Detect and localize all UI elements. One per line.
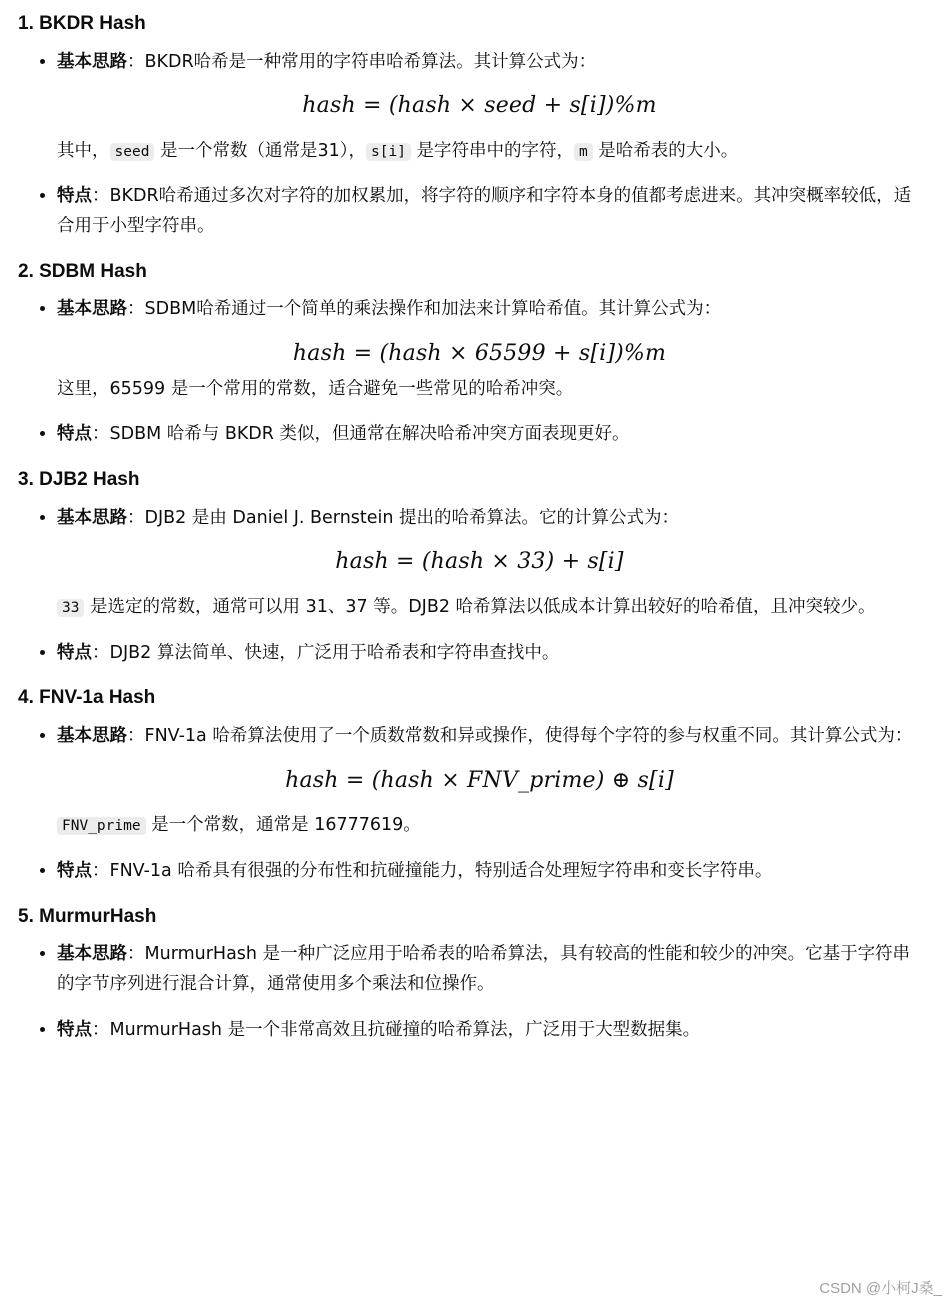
- list-item: [57, 1016, 920, 1046]
- watermark: CSDN @小柯J桑_: [819, 1279, 942, 1297]
- section-title-djb2: 3. DJB2 Hash: [18, 469, 140, 491]
- formula: hash = (hash × seed + s[i])%m: [302, 93, 657, 119]
- label-trait: 特点: [57, 860, 92, 881]
- list-item: [57, 722, 920, 841]
- idea-text: ：FNV-1a 哈希算法使用了一个质数常数和异或操作，使得每个字符的参与权重不同。其计算公式为：: [127, 725, 913, 746]
- formula: hash = (hash × 65599 + s[i])%m: [292, 341, 667, 367]
- note-text: 是一个常数，通常是 16777619。: [145, 815, 421, 835]
- label-idea: 基本思路: [57, 299, 127, 320]
- code-33: 33: [57, 599, 84, 617]
- label-idea: 基本思路: [57, 725, 127, 746]
- section-title-sdbm: 2. SDBM Hash: [18, 260, 147, 282]
- list-item: [57, 420, 920, 450]
- list-item: [57, 639, 920, 669]
- section-list-bkdr: [18, 48, 920, 242]
- list-item: [57, 940, 920, 1000]
- formula: hash = (hash × 33) + s[i]: [335, 549, 624, 575]
- code-seed: seed: [110, 143, 155, 161]
- list-item: [57, 295, 920, 404]
- trait-text: ：SDBM 哈希与 BKDR 类似，但通常在解决哈希冲突方面表现更好。: [92, 424, 630, 445]
- formula-note: [57, 593, 920, 623]
- section-title-fnv1a: 4. FNV-1a Hash: [18, 687, 156, 709]
- code-m: m: [574, 143, 593, 161]
- idea-text: ：MurmurHash 是一种广泛应用于哈希表的哈希算法，具有较高的性能和较少的冲突。它基于字符串的字节序列进行混合计算，通常使用多个乘法和位操作。: [57, 944, 911, 994]
- note-text: 其中，: [57, 140, 110, 161]
- note-text: 是哈希表的大小。: [592, 140, 739, 161]
- section-list-fnv1a: [18, 722, 920, 887]
- label-trait: 特点: [57, 186, 92, 207]
- idea-text: ：DJB2 是由 Daniel J. Bernstein 提出的哈希算法。它的计算公式为：: [127, 507, 680, 528]
- trait-text: ：MurmurHash 是一个非常高效且抗碰撞的哈希算法，广泛用于大型数据集。: [92, 1019, 701, 1040]
- list-item: [57, 504, 920, 623]
- idea-text: ：BKDR哈希是一种常用的字符串哈希算法。其计算公式为：: [127, 51, 597, 72]
- label-idea: 基本思路: [57, 944, 127, 965]
- section-list-sdbm: [18, 295, 920, 450]
- trait-text: ：BKDR哈希通过多次对字符的加权累加，将字符的顺序和字符本身的值都考虑进来。其冲突概率较低，适合用于小型字符串。: [57, 186, 912, 237]
- trait-text: ：DJB2 算法简单、快速，广泛用于哈希表和字符串查找中。: [92, 642, 560, 663]
- formula-note: 这里，65599 是一个常用的常数，适合避免一些常见的哈希冲突。: [57, 378, 574, 399]
- section-title-murmur: 5. MurmurHash: [18, 905, 157, 927]
- note-text: 是选定的常数，通常可以用 31、37 等。DJB2 哈希算法以低成本计算出较好的哈希值，且冲突较少。: [84, 596, 876, 617]
- code-fnv-prime: FNV_prime: [57, 817, 146, 835]
- section-list-djb2: [18, 504, 920, 669]
- list-item: [57, 182, 920, 242]
- label-trait: 特点: [57, 642, 92, 663]
- label-idea: 基本思路: [57, 507, 127, 528]
- note-text: 是一个常数（通常是31），: [154, 140, 367, 161]
- label-trait: 特点: [57, 424, 92, 445]
- section-title-bkdr: 1. BKDR Hash: [18, 13, 146, 34]
- list-item: [57, 48, 920, 167]
- list-item: [57, 857, 920, 887]
- formula-note: [57, 811, 920, 841]
- note-text: 是字符串中的字符，: [410, 140, 574, 161]
- label-idea: 基本思路: [57, 51, 127, 72]
- code-s-i: s[i]: [366, 143, 411, 161]
- formula-note: [57, 137, 920, 167]
- formula: hash = (hash × FNV_prime) ⊕ s[i]: [285, 767, 674, 793]
- idea-text: ：SDBM哈希通过一个简单的乘法操作和加法来计算哈希值。其计算公式为：: [127, 299, 722, 320]
- trait-text: ：FNV-1a 哈希具有很强的分布性和抗碰撞能力，特别适合处理短字符串和变长字符串。: [92, 860, 773, 881]
- section-list-murmur: [18, 940, 920, 1045]
- label-trait: 特点: [57, 1019, 92, 1040]
